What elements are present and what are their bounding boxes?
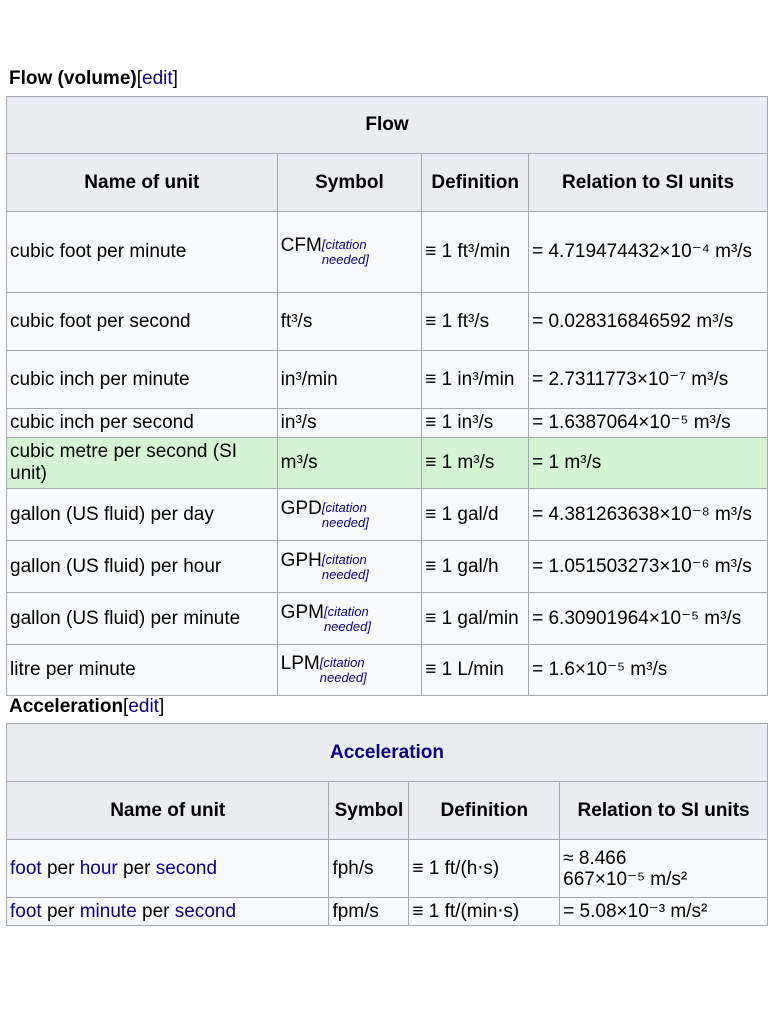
- unit-name: cubic foot per second: [7, 293, 278, 351]
- foot-link[interactable]: foot: [10, 900, 42, 922]
- citation-needed-link[interactable]: citation: [327, 603, 369, 619]
- unit-name: cubic metre per second (SI unit): [7, 438, 278, 489]
- citation-needed-link[interactable]: citation: [325, 237, 367, 252]
- citation-needed-text[interactable]: needed: [319, 670, 364, 685]
- unit-relation: [560, 840, 768, 898]
- flow-heading-text: Flow (volume): [9, 68, 137, 89]
- column-header-name: Name of unit: [7, 782, 329, 840]
- symbol-text: GPH: [280, 549, 322, 571]
- acceleration-table-caption[interactable]: Acceleration: [7, 724, 768, 782]
- unit-relation: = 1.051503273×10⁻⁶ m³/s: [529, 541, 768, 593]
- unit-name: [7, 898, 329, 926]
- acceleration-edit-link[interactable]: edit: [128, 696, 159, 717]
- column-header-symbol: Symbol: [329, 782, 409, 840]
- unit-definition: ≡ 1 ft³/min: [422, 212, 529, 293]
- unit-definition: ≡ 1 in³/min: [422, 351, 529, 409]
- name-connector: per: [136, 900, 175, 922]
- table-row: [7, 898, 768, 926]
- flow-table-caption: Flow: [7, 97, 768, 154]
- flow-section-heading: Flow (volume)[edit]: [9, 68, 178, 89]
- unit-relation: = 1.6387064×10⁻⁵ m³/s: [529, 409, 768, 438]
- symbol-text: GPD: [280, 497, 322, 519]
- second-link[interactable]: second: [174, 900, 237, 922]
- unit-symbol: m³/s: [277, 438, 422, 489]
- unit-symbol: fpm/s: [329, 898, 409, 926]
- unit-symbol: CFM[citation needed]: [277, 212, 422, 293]
- unit-relation: = 4.381263638×10⁻⁸ m³/s: [529, 489, 768, 541]
- flow-table: [6, 96, 768, 696]
- citation-needed-text[interactable]: needed: [321, 566, 366, 582]
- table-row-si-unit: [7, 438, 768, 489]
- unit-relation: = 5.08×10⁻³ m/s²: [560, 898, 768, 926]
- unit-relation: = 6.30901964×10⁻⁵ m³/s: [529, 593, 768, 645]
- table-row: [7, 212, 768, 293]
- citation-needed-link[interactable]: citation: [325, 551, 367, 567]
- unit-definition: ≡ 1 ft³/s: [422, 293, 529, 351]
- foot-link[interactable]: foot: [10, 857, 42, 879]
- citation-needed-link[interactable]: citation: [323, 655, 365, 670]
- unit-symbol: in³/s: [277, 409, 422, 438]
- column-header-definition: Definition: [422, 154, 529, 212]
- unit-name: cubic inch per minute: [7, 351, 278, 409]
- flow-edit-link[interactable]: edit: [142, 68, 173, 89]
- minute-link[interactable]: minute: [79, 900, 137, 922]
- unit-definition: ≡ 1 ft/(min⋅s): [409, 898, 560, 926]
- unit-relation: = 1.6×10⁻⁵ m³/s: [529, 645, 768, 696]
- unit-symbol: GPM[citation needed]: [277, 593, 422, 645]
- unit-definition: ≡ 1 gal/d: [422, 489, 529, 541]
- unit-definition: ≡ 1 gal/h: [422, 541, 529, 593]
- relation-line-2: 667×10⁻⁵ m/s²: [563, 868, 688, 890]
- unit-relation: = 0.028316846592 m³/s: [529, 293, 768, 351]
- citation-needed-text[interactable]: needed: [321, 514, 366, 530]
- unit-definition: ≡ 1 in³/s: [422, 409, 529, 438]
- unit-definition: ≡ 1 gal/min: [422, 593, 529, 645]
- unit-symbol: in³/min: [277, 351, 422, 409]
- symbol-text: GPM: [280, 601, 324, 623]
- unit-name: gallon (US fluid) per day: [7, 489, 278, 541]
- name-connector: per: [41, 900, 80, 922]
- acceleration-section-heading: Acceleration[edit]: [9, 696, 165, 717]
- table-row: [7, 645, 768, 696]
- unit-definition: ≡ 1 L/min: [422, 645, 529, 696]
- unit-name: litre per minute: [7, 645, 278, 696]
- table-row: [7, 409, 768, 438]
- unit-name: gallon (US fluid) per hour: [7, 541, 278, 593]
- table-row: [7, 541, 768, 593]
- symbol-text: LPM: [280, 653, 320, 674]
- column-header-symbol: Symbol: [277, 154, 422, 212]
- unit-symbol: fph/s: [329, 840, 409, 898]
- table-row: [7, 489, 768, 541]
- table-row: [7, 293, 768, 351]
- citation-needed-text[interactable]: needed: [321, 252, 366, 267]
- column-header-name: Name of unit: [7, 154, 278, 212]
- unit-definition: ≡ 1 ft/(h⋅s): [409, 840, 560, 898]
- unit-symbol: ft³/s: [277, 293, 422, 351]
- column-header-definition: Definition: [409, 782, 560, 840]
- unit-name: [7, 840, 329, 898]
- symbol-text: CFM: [280, 235, 322, 256]
- unit-name: cubic inch per second: [7, 409, 278, 438]
- table-row: [7, 351, 768, 409]
- unit-relation: = 4.719474432×10⁻⁴ m³/s: [529, 212, 768, 293]
- hour-link[interactable]: hour: [79, 857, 118, 879]
- unit-name: gallon (US fluid) per minute: [7, 593, 278, 645]
- unit-name: cubic foot per minute: [7, 212, 278, 293]
- second-link[interactable]: second: [155, 857, 218, 879]
- table-row: [7, 593, 768, 645]
- table-row: [7, 840, 768, 898]
- unit-relation: = 2.7311773×10⁻⁷ m³/s: [529, 351, 768, 409]
- unit-symbol: LPM[citation needed]: [277, 645, 422, 696]
- unit-symbol: GPD[citation needed]: [277, 489, 422, 541]
- column-header-relation: Relation to SI units: [529, 154, 768, 212]
- acceleration-table: [6, 723, 768, 926]
- name-connector: per: [117, 857, 156, 879]
- unit-symbol: GPH[citation needed]: [277, 541, 422, 593]
- acceleration-heading-text: Acceleration: [9, 696, 124, 717]
- unit-relation: = 1 m³/s: [529, 438, 768, 489]
- citation-needed-text[interactable]: needed: [323, 618, 368, 634]
- name-connector: per: [41, 857, 80, 879]
- unit-definition: ≡ 1 m³/s: [422, 438, 529, 489]
- relation-line-1: ≈ 8.466: [563, 847, 627, 869]
- column-header-relation: Relation to SI units: [560, 782, 768, 840]
- citation-needed-link[interactable]: citation: [325, 499, 367, 515]
